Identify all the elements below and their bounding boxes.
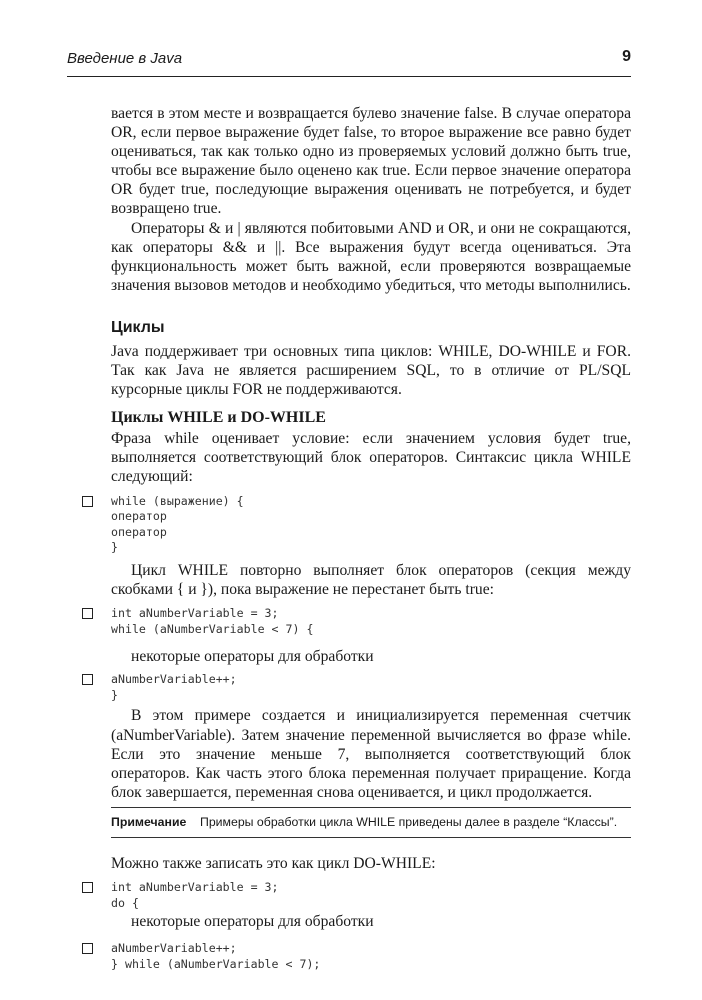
page-number: 9 [622,48,631,65]
paragraph-3: Java поддерживает три основных типа циклов: WHILE, DO-WHILE и FOR. Так как Java не является расширением SQL, то в отличие от PL/SQL курсорные циклы FOR не поддерживаются. [111,342,631,399]
code-block-3 [111,672,631,703]
paragraph-2: Операторы & и | являются побитовыми AND и OR, и они не сокращаются, как операторы && и ||. Все выражения будут всегда оцениваться. Эта функциональность может быть важной, если проверяются возвращаемые значения вызовов методов и необходимо убедиться, что методы выполнились. [111,219,631,294]
running-title: Введение в Java [67,50,183,67]
checkbox-bullet-icon [82,943,93,954]
code-text-4: int aNumberVariable = 3; do { [111,880,279,910]
paragraph-4: Фраза while оценивает условие: если значением условия будет true, выполняется соответствующий блок операторов. Синтаксис цикла WHILE следующий: [111,430,631,486]
checkbox-bullet-icon [82,608,93,619]
code-text-1: while (выражение) { оператор оператор } [111,493,244,555]
note-label: Примечание [111,814,187,829]
note-box [111,807,631,838]
paragraph-5: Цикл WHILE повторно выполняет блок операторов (секция между скобками { и }), пока выражение не перестанет быть true: [111,561,631,598]
note-text: Примеры обработки цикла WHILE приведены далее в разделе “Классы”. [200,814,618,829]
code-text-2: int aNumberVariable = 3; while (aNumberVariable < 7) { [111,606,314,636]
code-block-2 [111,606,631,637]
code-block-4 [111,880,631,911]
inline-statement-2: некоторые операторы для обработки [131,913,374,931]
heading-while: Циклы WHILE и DO-WHILE [111,409,326,427]
paragraph-1: вается в этом месте и возвращается булево значение false. В случае оператора OR, если первое выражение будет false, то второе выражение все равно будет оцениваться, так как только одно из проверяемых условий должно быть true, чтобы все выражение было оценено как true. Если первое значение оператора OR будет true, последующие выражения оценивать не потребуется, и будет возвращено true. [111,105,631,218]
checkbox-bullet-icon [82,674,93,685]
paragraph-6: В этом примере создается и инициализируется переменная счетчик (aNumberVariable). Затем значение переменной вычисляется во фразе while. Если это значение меньше 7, выполняется соответствующий блок операторов. Как часть этого блока переменная получает приращение. Когда блок завершается, переменная снова оценивается, и цикл продолжается. [111,707,631,801]
code-block-5 [111,941,631,972]
heading-loops: Циклы [111,318,165,336]
checkbox-bullet-icon [82,882,93,893]
code-text-5: aNumberVariable++; } while (aNumberVariable < 7); [111,941,321,971]
paragraph-7: Можно также записать это как цикл DO-WHILE: [111,854,436,872]
checkbox-bullet-icon [82,496,93,507]
inline-statement-1: некоторые операторы для обработки [131,648,374,666]
page-content [111,104,631,972]
code-block-1 [111,494,631,556]
header-rule [67,76,631,77]
code-text-3: aNumberVariable++; } [111,672,237,702]
